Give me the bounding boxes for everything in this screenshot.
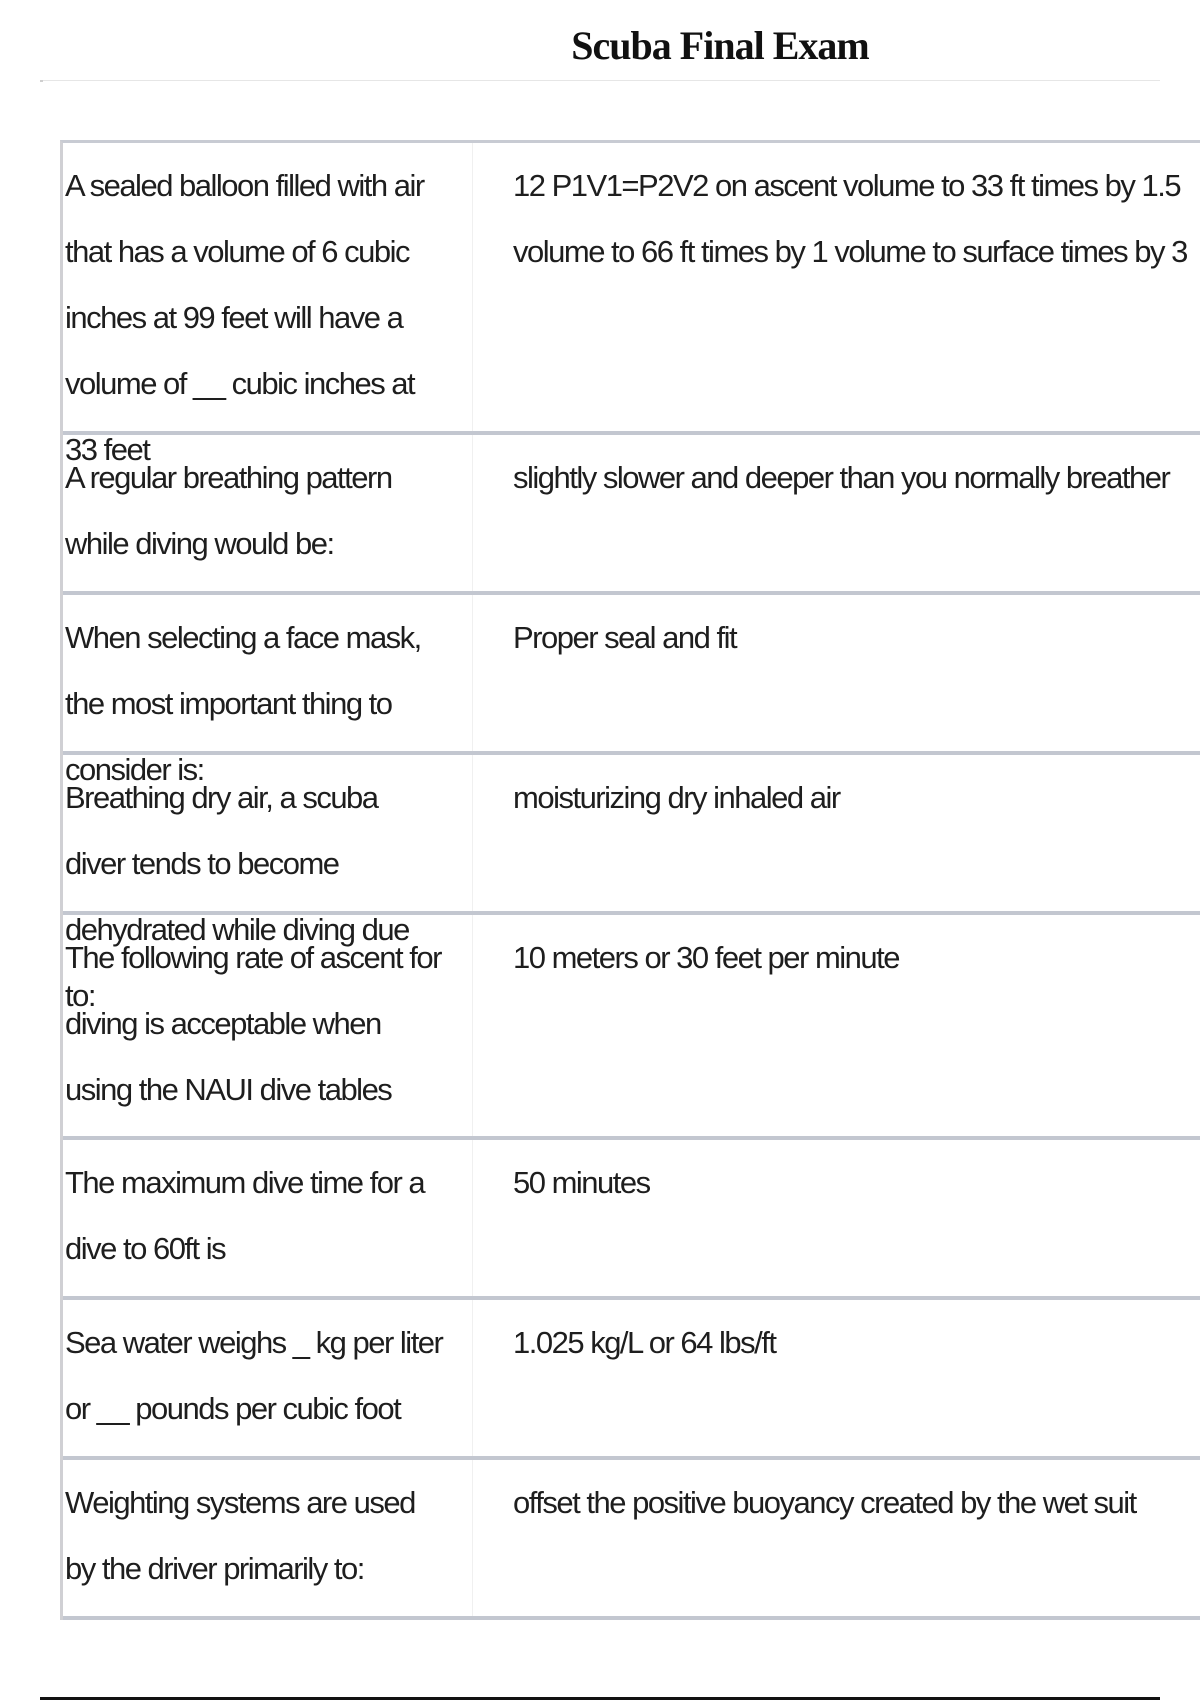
answer-cell: Proper seal and fit — [513, 620, 737, 655]
table-row — [63, 143, 1200, 467]
page-title: Scuba Final Exam — [571, 23, 869, 68]
title-divider — [40, 80, 1160, 81]
question-cell: Sea water weighs _ kg per liter or __ pounds per cubic foot — [63, 1300, 473, 1456]
answer-cell: 1.025 kg/L or 64 lbs/ft — [513, 1325, 776, 1360]
table-row — [63, 1460, 1200, 1620]
answer-cell: offset the positive buoyancy created by the wet suit — [513, 1485, 1136, 1520]
table-row — [63, 1300, 1200, 1460]
answer-cell: 50 minutes — [513, 1165, 650, 1200]
table-row — [63, 1140, 1200, 1300]
flashcard-table — [60, 140, 1200, 1620]
answer-cell: 12 P1V1=P2V2 on ascent volume to 33 ft times by 1.5 volume to 66 ft times by 1 volume to surface times by 3 — [513, 168, 1187, 269]
question-cell: Breathing dry air, a scuba diver tends to become dehydrated while diving due to: — [63, 755, 473, 911]
question-cell: A sealed balloon filled with air that has a volume of 6 cubic inches at 99 feet will have a volume of __ cubic inches at 33 feet — [63, 143, 473, 431]
answer-cell: moisturizing dry inhaled air — [513, 780, 840, 815]
table-row — [63, 915, 1200, 1140]
question-cell: The maximum dive time for a dive to 60ft is — [63, 1140, 473, 1296]
answer-cell: 10 meters or 30 feet per minute — [513, 940, 900, 975]
question-cell: A regular breathing pattern while diving would be: — [63, 435, 473, 591]
table-row — [63, 595, 1200, 787]
answer-cell: slightly slower and deeper than you normally breather — [513, 460, 1170, 495]
title-divider-mark — [40, 80, 43, 82]
question-cell: Weighting systems are used by the driver primarily to: — [63, 1460, 473, 1616]
question-cell: When selecting a face mask, the most important thing to consider is: — [63, 595, 473, 751]
question-cell: The following rate of ascent for diving is acceptable when using the NAUI dive tables — [63, 915, 473, 1136]
table-row — [63, 435, 1200, 595]
